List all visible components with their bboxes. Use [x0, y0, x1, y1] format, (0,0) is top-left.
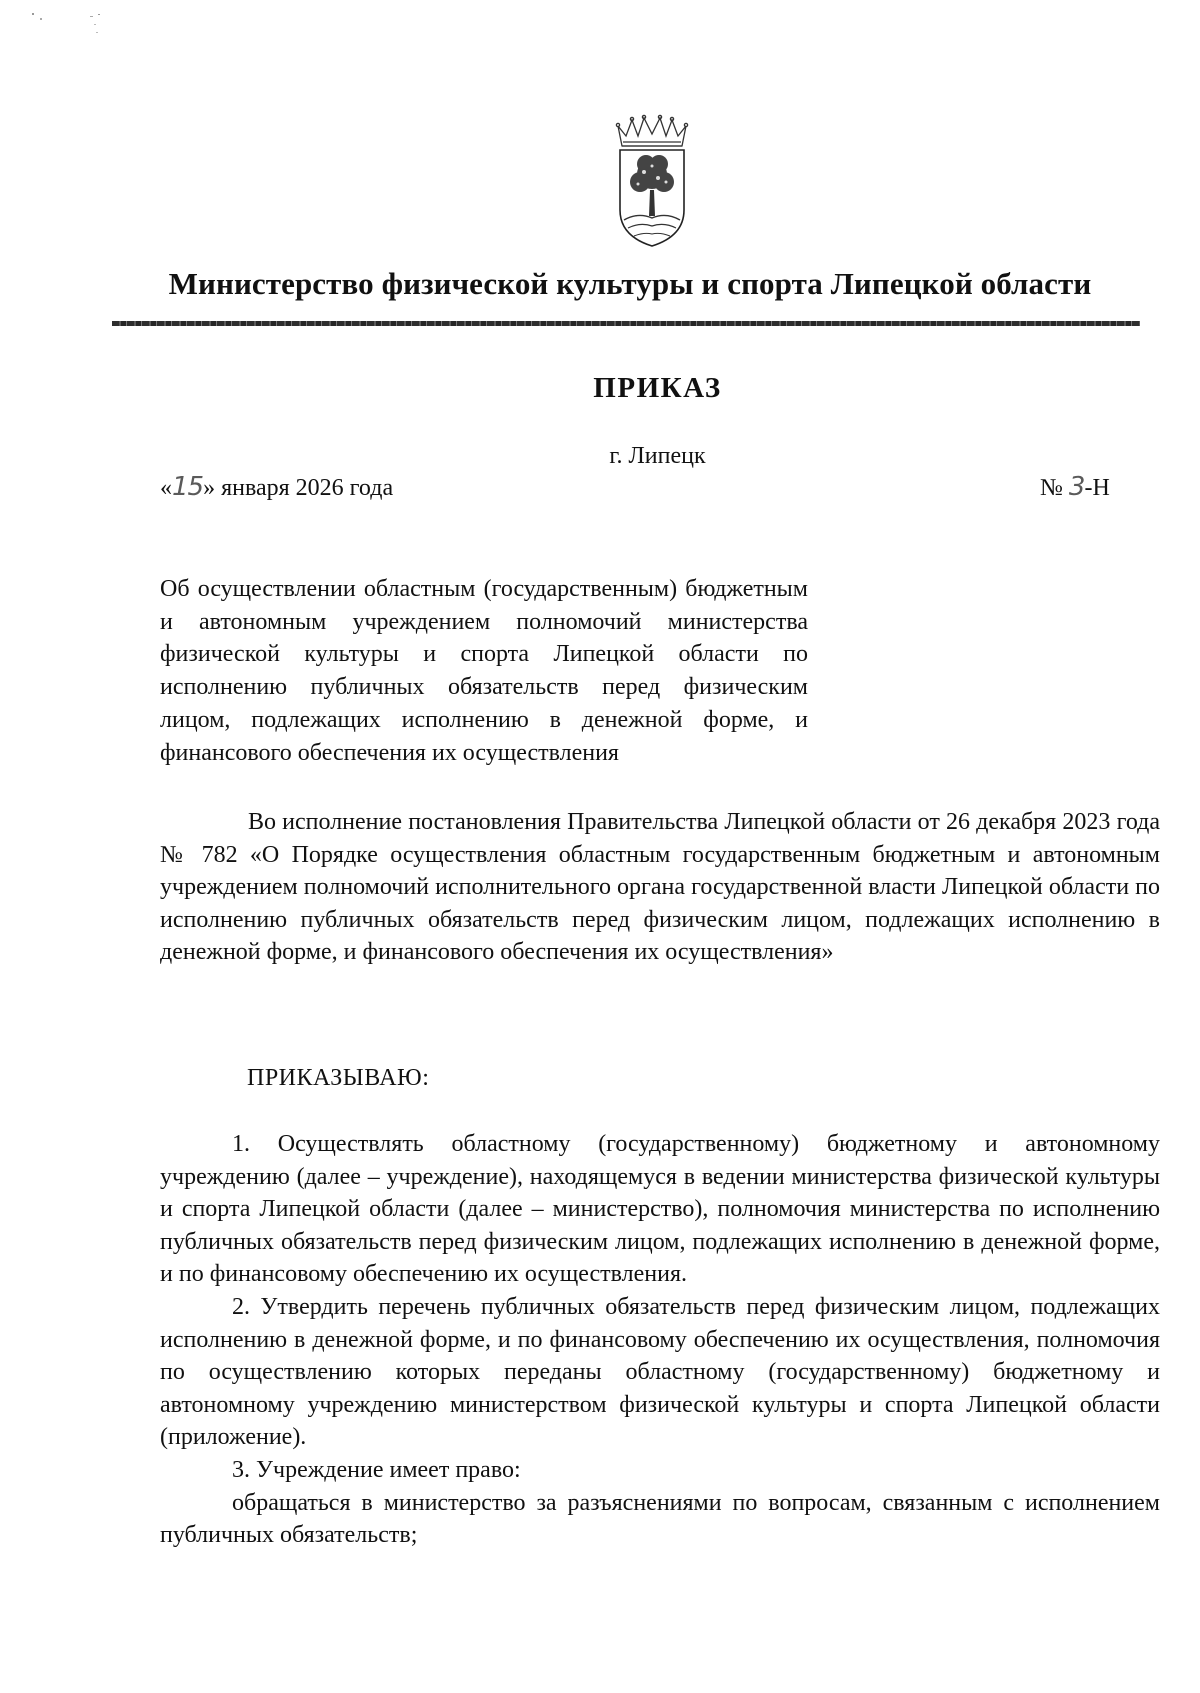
order-item-3-right-1: обращаться в министерство за разъяснениями по вопросам, связанным с исполнением публичных обязательств;	[160, 1489, 1160, 1549]
header-divider	[112, 321, 1140, 326]
order-item-2: 2. Утвердить перечень публичных обязательств перед физическим лицом, подлежащих исполнению в денежной форме, и по финансовому обеспечению их осуществления, полномочия по осуществлению которых переданы областному (государственному) бюджетному и автономному учреждению министерством физической культуры и спорта Липецкой области (приложение).	[160, 1293, 1160, 1451]
date-rest: » января 2026 года	[203, 475, 394, 501]
ministry-name: Министерство физической культуры и спорта Липецкой области	[168, 266, 1092, 301]
document-city: г. Липецк	[609, 443, 706, 469]
order-item-1: 1. Осуществлять областному (государственному) бюджетному и автономному учреждению (далее – учреждение), находящемуся в ведении министерства физической культуры и спорта Липецкой области (далее – министерство), полномочия министерства по исполнению публичных обязательств перед физическим лицом, подлежащих исполнению в денежной форме, и по финансовому обеспечению их осуществления.	[160, 1131, 1160, 1288]
date-open-quote: «	[160, 475, 172, 501]
number-prefix: №	[1040, 475, 1069, 501]
document-subject: Об осуществлении областным (государственным) бюджетным и автономным учреждением полномочий министерства физической культуры и спорта Липецкой области по исполнению публичных обязательств перед физическим лицом, подлежащих исполнению в денежной форме, и финансового обеспечения их осуществления	[160, 576, 808, 766]
document-type-title: ПРИКАЗ	[593, 372, 722, 404]
order-word: ПРИКАЗЫВАЮ:	[247, 1065, 430, 1091]
order-item-3: 3. Учреждение имеет право:	[232, 1456, 521, 1483]
coat-of-arms-emblem	[614, 112, 690, 250]
date-day-handwritten: 15	[172, 472, 204, 502]
document-number	[1040, 472, 1110, 502]
document-date	[160, 472, 393, 502]
scan-specks	[30, 10, 120, 50]
number-value-handwritten: 3	[1068, 472, 1085, 502]
number-suffix: -Н	[1084, 475, 1110, 501]
order-items	[160, 1128, 1160, 1552]
preamble-paragraph: Во исполнение постановления Правительства Липецкой области от 26 декабря 2023 года № 782 «О Порядке осуществления областным государственным бюджетным и автономным учреждением полномочий исполнительного органа государственной власти Липецкой области по исполнению публичных обязательств перед физическим лицом, подлежащих исполнению в денежной форме, и финансового обеспечения их осуществления»	[160, 809, 1160, 966]
